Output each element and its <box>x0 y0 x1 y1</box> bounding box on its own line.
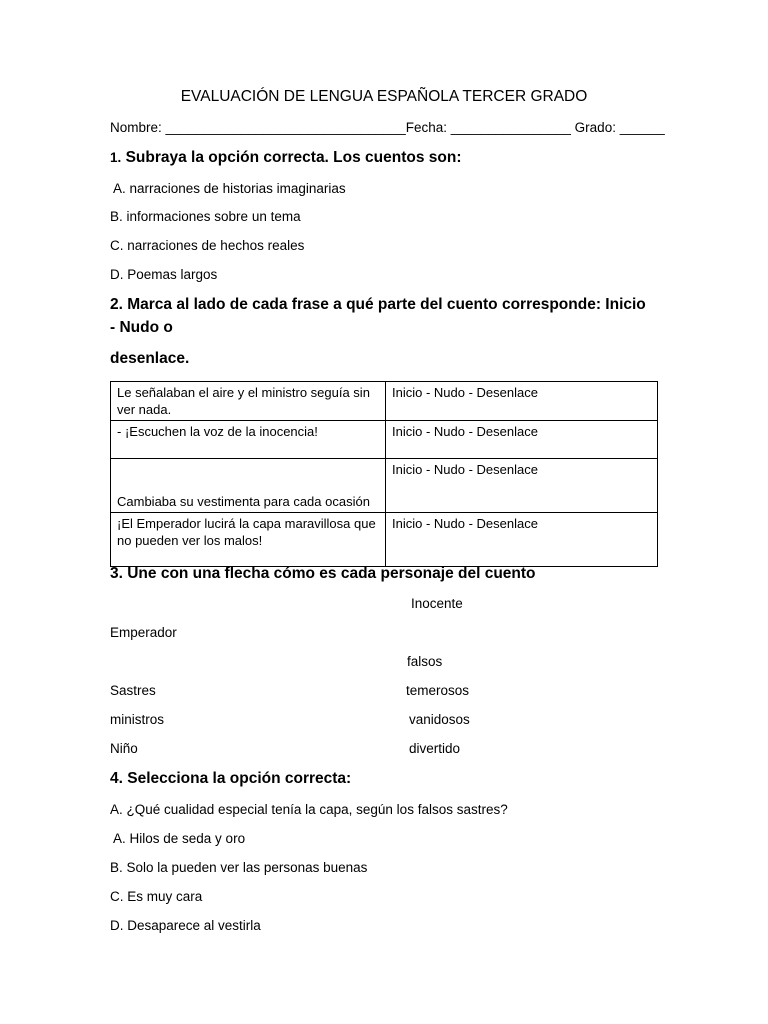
student-info-line: Nombre: ________________________________Fecha: ________________ Grado: ______ <box>110 120 665 135</box>
question-1-option-d: D. Poemas largos <box>110 267 218 282</box>
question-1-text: Subraya la opción correcta. Los cuentos son: <box>121 149 462 166</box>
table-row <box>111 421 658 459</box>
question-4-option-d: D. Desaparece al vestirla <box>110 918 261 933</box>
quality-divertido: divertido <box>409 741 461 756</box>
question-1-option-c: C. narraciones de hechos reales <box>110 238 305 253</box>
quality-temerosos: temerosos <box>406 683 470 698</box>
table-cell-frase: - ¡Escuchen la voz de la inocencia! <box>111 421 386 459</box>
question-4-option-c: C. Es muy cara <box>110 889 203 904</box>
quality-inocente: Inocente <box>411 596 463 611</box>
table-row <box>111 382 658 421</box>
document-title: EVALUACIÓN DE LENGUA ESPAÑOLA TERCER GRADO <box>180 88 588 105</box>
table-cell-frase: ¡El Emperador lucirá la capa maravillosa que no pueden ver los malos! <box>111 513 386 567</box>
table-cell-frase: Le señalaban el aire y el ministro seguía sin ver nada. <box>111 382 386 421</box>
question-1-option-b: B. informaciones sobre un tema <box>110 209 301 224</box>
table-cell-parte: Inicio - Nudo - Desenlace <box>386 382 658 421</box>
character-nino: Niño <box>110 741 138 756</box>
question-2-heading-line-3: desenlace. <box>110 350 190 367</box>
character-ministros: ministros <box>110 712 165 727</box>
question-1-number: 1. <box>110 150 122 165</box>
question-4-sub-question: A. ¿Qué cualidad especial tenía la capa, según los falsos sastres? <box>110 802 508 817</box>
question-4-option-b: B. Solo la pueden ver las personas buenas <box>110 860 368 875</box>
quality-vanidosos: vanidosos <box>409 712 470 727</box>
question-4-heading: 4. Selecciona la opción correcta: <box>110 770 352 787</box>
table-cell-parte: Inicio - Nudo - Desenlace <box>386 513 658 567</box>
story-parts-table <box>110 381 658 567</box>
question-2-heading-line-2: - Nudo o <box>110 319 173 336</box>
character-sastres: Sastres <box>110 683 156 698</box>
table-cell-parte: Inicio - Nudo - Desenlace <box>386 421 658 459</box>
question-2-heading-line-1: 2. Marca al lado de cada frase a qué parte del cuento corresponde: Inicio <box>110 296 646 313</box>
character-emperador: Emperador <box>110 625 177 640</box>
table-cell-frase: Cambiaba su vestimenta para cada ocasión <box>111 459 386 513</box>
table-row <box>111 513 658 567</box>
table-row <box>111 459 658 513</box>
question-3-heading: 3. Une con una flecha cómo es cada personaje del cuento <box>110 565 536 582</box>
question-1-option-a: A. narraciones de historias imaginarias <box>110 181 346 196</box>
quality-falsos: falsos <box>407 654 443 669</box>
question-4-option-a: A. Hilos de seda y oro <box>110 831 246 846</box>
table-cell-parte: Inicio - Nudo - Desenlace <box>386 459 658 513</box>
question-1-heading <box>110 147 462 169</box>
